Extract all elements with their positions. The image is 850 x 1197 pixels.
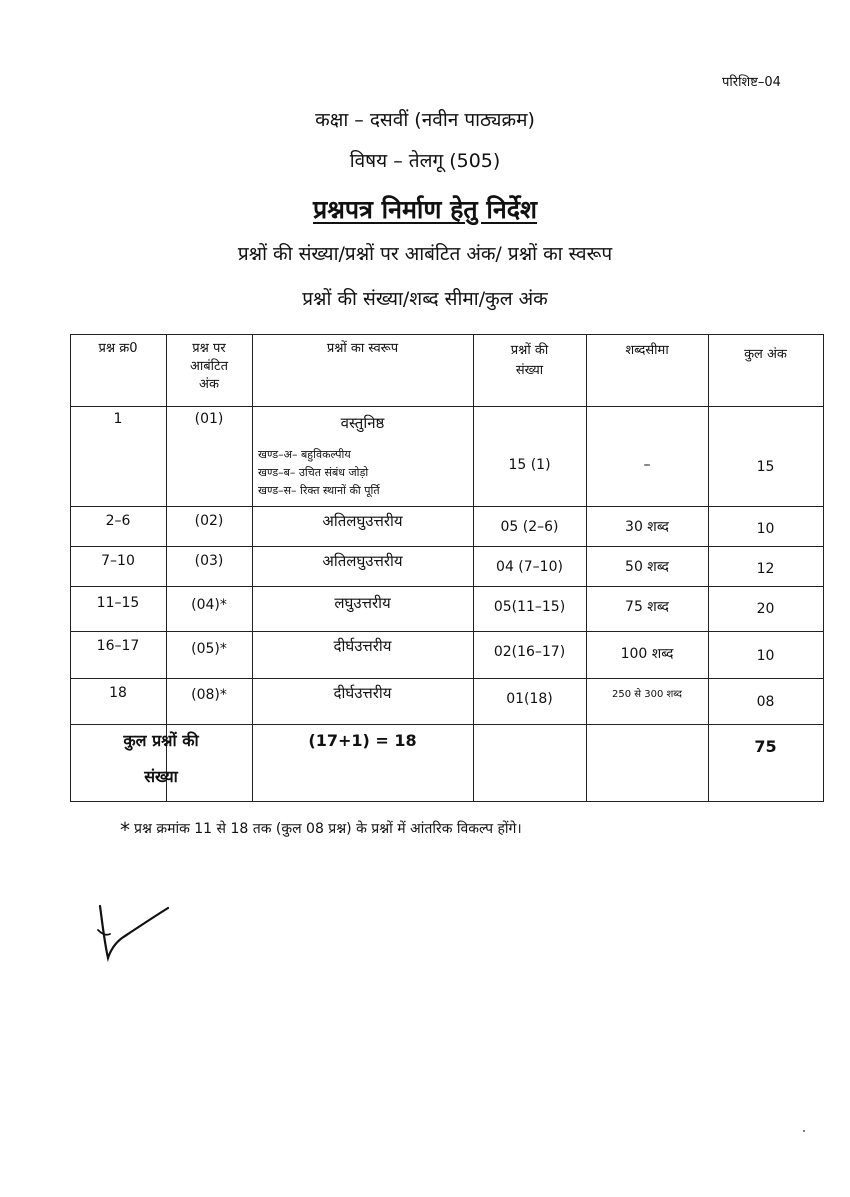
table-border-right <box>823 334 824 802</box>
row4-count: 05(11–15) <box>493 599 566 615</box>
row2-total: 10 <box>756 521 775 537</box>
header-count-1: प्रश्नों की <box>510 343 549 358</box>
row5-marks: (05)* <box>191 641 227 657</box>
row1-total: 15 <box>756 459 775 475</box>
row-divider <box>70 678 824 679</box>
subject-line: विषय – तेलगू (505) <box>349 150 501 172</box>
row4-qno: 11–15 <box>96 595 140 611</box>
header-marks-1: प्रश्न पर <box>192 341 226 356</box>
row6-count: 01(18) <box>506 691 553 707</box>
row5-words: 100 शब्द <box>620 646 674 662</box>
row6-qno: 18 <box>109 685 127 701</box>
row-divider <box>70 724 824 725</box>
row4-type: लघुउत्तरीय <box>334 594 391 612</box>
row6-type: दीर्घउत्तरीय <box>333 684 392 702</box>
row5-type: दीर्घउत्तरीय <box>333 637 392 655</box>
header-total: कुल अंक <box>744 347 787 362</box>
header-count-2: संख्या <box>515 363 544 378</box>
table-border-bottom <box>70 801 824 802</box>
row6-total: 08 <box>756 694 775 710</box>
scan-speck <box>803 1130 805 1132</box>
signature <box>92 900 182 970</box>
row2-words: 30 शब्द <box>625 519 669 535</box>
row-divider <box>70 406 824 407</box>
row5-total: 10 <box>756 648 775 664</box>
grand-total: 75 <box>754 737 777 756</box>
row1-part-b: खण्ड–ब– उचित संबंध जोड़ो <box>258 466 369 479</box>
instructions-table <box>70 334 824 802</box>
row6-words: 250 से 300 शब्द <box>612 689 682 700</box>
total-label-2: संख्या <box>144 767 178 786</box>
header-type: प्रश्नों का स्वरूप <box>326 341 399 356</box>
total-formula: (17+1) = 18 <box>308 731 417 750</box>
page-title: प्रश्नपत्र निर्माण हेतु निर्देश <box>312 195 537 224</box>
row1-part-a: खण्ड–अ– बहुविकल्पीय <box>258 448 351 461</box>
row3-marks: (03) <box>194 553 224 569</box>
row3-words: 50 शब्द <box>625 559 669 575</box>
row1-qno: 1 <box>113 411 123 427</box>
row1-marks: (01) <box>194 411 224 427</box>
row-divider <box>70 631 824 632</box>
row6-marks: (08)* <box>191 687 227 703</box>
footnote-text: प्रश्न क्रमांक 11 से 18 तक (कुल 08 प्रश्न) के प्रश्नों में आंतरिक विकल्प होंगे। <box>134 821 522 837</box>
row-divider <box>70 506 824 507</box>
table-border-top <box>70 334 824 335</box>
row1-words: – <box>643 457 651 473</box>
row3-type: अतिलघुउत्तरीय <box>322 552 403 570</box>
subtitle-2: प्रश्नों की संख्या/शब्द सीमा/कुल अंक <box>302 288 548 310</box>
row4-marks: (04)* <box>191 597 227 613</box>
header-marks-2: आबंटित <box>189 359 229 374</box>
row-divider <box>70 546 824 547</box>
row2-marks: (02) <box>194 513 224 529</box>
class-line: कक्षा – दसवीं (नवीन पाठ्यक्रम) <box>315 109 535 131</box>
row5-qno: 16–17 <box>96 638 140 654</box>
row2-type: अतिलघुउत्तरीय <box>322 512 403 530</box>
row3-total: 12 <box>756 561 775 577</box>
row3-qno: 7–10 <box>101 553 135 569</box>
total-label-1: कुल प्रश्नों की <box>123 731 199 750</box>
row2-qno: 2–6 <box>105 513 131 529</box>
footnote <box>120 818 522 842</box>
subtitle-1: प्रश्नों की संख्या/प्रश्नों पर आबंटित अंक/ प्रश्नों का स्वरूप <box>237 243 613 265</box>
appendix-label: परिशिष्ट–04 <box>722 75 781 90</box>
row3-count: 04 (7–10) <box>496 559 563 575</box>
header-words: शब्दसीमा <box>625 343 669 358</box>
row1-parts <box>258 446 380 500</box>
row5-count: 02(16–17) <box>493 644 566 660</box>
header-qno: प्रश्न क्र0 <box>98 341 138 356</box>
row2-count: 05 (2–6) <box>500 519 559 535</box>
row-divider <box>70 586 824 587</box>
row1-part-c: खण्ड–स– रिक्त स्थानों की पूर्ति <box>258 484 380 497</box>
row4-words: 75 शब्द <box>625 599 669 615</box>
footnote-star: * <box>120 818 130 842</box>
row4-total: 20 <box>756 601 775 617</box>
row1-count: 15 (1) <box>508 457 551 473</box>
header-marks-3: अंक <box>199 377 219 392</box>
row1-type: वस्तुनिष्ठ <box>340 414 385 432</box>
